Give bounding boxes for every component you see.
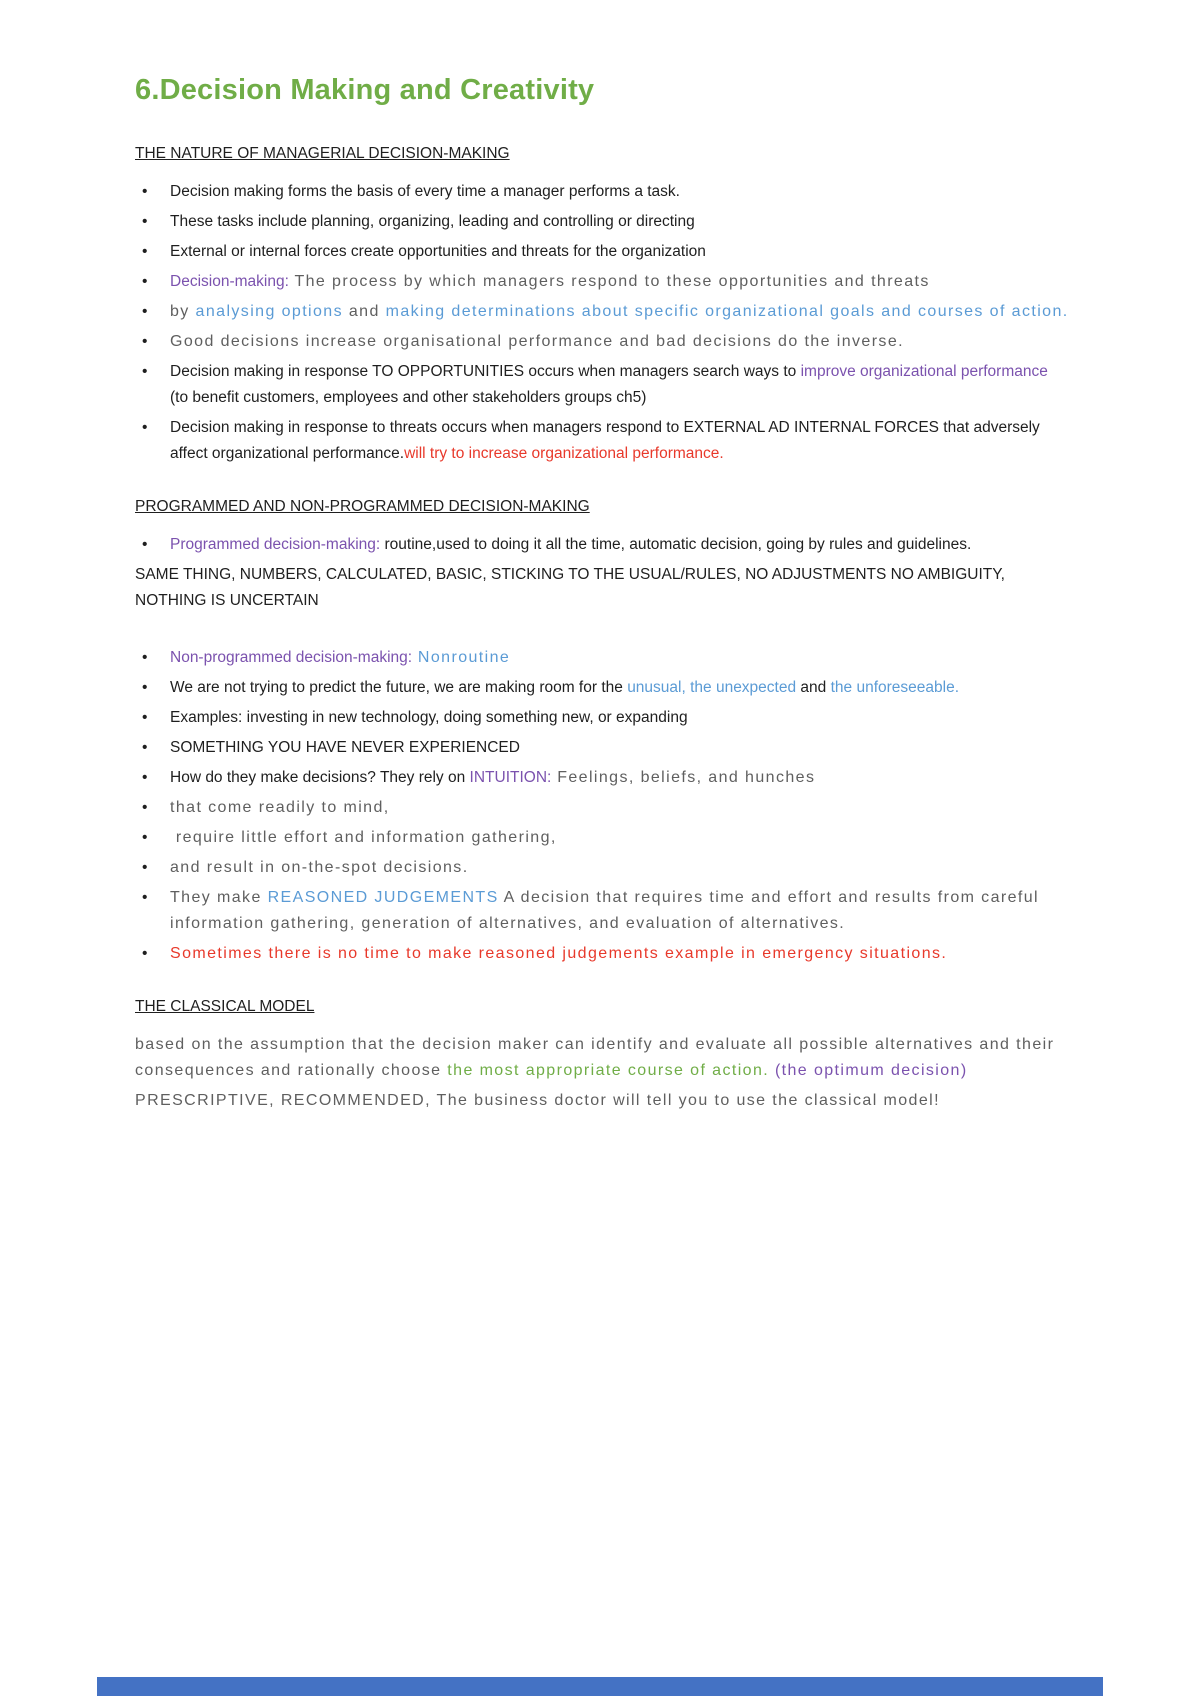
- text-run: require little effort and information gathering,: [170, 829, 557, 846]
- bullet-text: [170, 885, 1070, 937]
- text-run: Programmed decision-making:: [170, 536, 381, 553]
- text-run: improve organizational performance: [800, 363, 1048, 380]
- bullet-icon: •: [142, 536, 148, 553]
- bullet-text: [170, 179, 1070, 205]
- bullet-item: [135, 885, 1070, 937]
- bullet-item: [135, 269, 1070, 295]
- text-run: routine,used to doing it all the time, automatic decision, going by rules and guidelines.: [380, 536, 972, 553]
- bullet-icon: •: [142, 363, 148, 380]
- bullet-icon: •: [142, 709, 148, 726]
- blank-line: [135, 471, 1070, 498]
- text-run: Decision making in response TO OPPORTUNITIES occurs when managers search ways to: [170, 363, 801, 380]
- bullet-text: [170, 645, 1070, 671]
- paragraph: [135, 1088, 1070, 1114]
- bullet-icon: •: [142, 183, 148, 200]
- bullet-icon: •: [142, 829, 148, 846]
- text-run: REASONED JUDGEMENTS: [267, 889, 499, 906]
- bullet-icon: •: [142, 889, 148, 906]
- text-run: External or internal forces create opportunities and threats for the organization: [170, 243, 706, 260]
- bullet-item: [135, 329, 1070, 355]
- text-run: unusual, the unexpected: [627, 679, 797, 696]
- text-run: INTUITION:: [469, 769, 552, 786]
- footer-bar: [97, 1677, 1103, 1696]
- text-run: that come readily to mind,: [170, 799, 390, 816]
- bullet-item: [135, 795, 1070, 821]
- bullet-text: [170, 299, 1070, 325]
- text-run: making determinations about specific organizational goals and courses of action.: [385, 303, 1069, 320]
- section-heading: [135, 498, 1070, 516]
- bullet-item: [135, 359, 1070, 411]
- bullet-text: [170, 329, 1070, 355]
- document-title: 6.Decision Making and Creativity: [135, 74, 595, 106]
- text-run: Nonroutine: [412, 649, 511, 666]
- bullet-icon: •: [142, 679, 148, 696]
- paragraph: [135, 1032, 1070, 1084]
- text-run: A decision that requires time and effort and results from careful information gathering, generation of alternatives, and evaluation of alternatives.: [170, 889, 1045, 932]
- text-run: and: [343, 303, 386, 320]
- bullet-icon: •: [142, 419, 148, 436]
- section-heading: [135, 998, 1070, 1016]
- text-run: Feelings, beliefs, and hunches: [551, 769, 816, 786]
- bullet-icon: •: [142, 945, 148, 962]
- bullet-icon: •: [142, 799, 148, 816]
- text-run: and: [796, 679, 831, 696]
- bullet-item: [135, 675, 1070, 701]
- text-run: by: [170, 303, 196, 320]
- bullet-item: [135, 825, 1070, 851]
- bullet-icon: •: [142, 739, 148, 756]
- bullet-text: [170, 825, 1070, 851]
- bullet-item: [135, 645, 1070, 671]
- bullet-item: [135, 532, 1070, 558]
- bullet-text: [170, 941, 1070, 967]
- text-run: will try to increase organizational performance.: [404, 445, 724, 462]
- bullet-icon: •: [142, 333, 148, 350]
- text-run: (the optimum decision): [769, 1062, 968, 1079]
- bullet-icon: •: [142, 273, 148, 290]
- bullet-item: [135, 765, 1070, 791]
- blank-line: [135, 971, 1070, 998]
- bullet-icon: •: [142, 303, 148, 320]
- bullet-text: [170, 269, 1070, 295]
- text-run: Decision making forms the basis of every time a manager performs a task.: [170, 183, 680, 200]
- bullet-item: [135, 415, 1070, 467]
- bullet-text: [170, 209, 1070, 235]
- bullet-item: [135, 239, 1070, 265]
- text-run: the most appropriate course of action.: [447, 1062, 770, 1079]
- text-run: They make: [170, 889, 268, 906]
- bullet-text: [170, 532, 1070, 558]
- paragraph: [135, 562, 1070, 614]
- text-run: Decision making in response to threats occurs when managers respond to EXTERNAL AD INTERNAL FORCES that adversely affect organizational performance.: [170, 419, 1045, 462]
- bullet-text: [170, 415, 1070, 467]
- text-run: Non-programmed decision-making:: [170, 649, 413, 666]
- bullet-icon: •: [142, 859, 148, 876]
- text-run: PROGRAMMED AND NON-PROGRAMMED DECISION-MAKING: [135, 498, 590, 515]
- bullet-item: [135, 705, 1070, 731]
- bullet-item: [135, 855, 1070, 881]
- text-run: THE NATURE OF MANAGERIAL DECISION-MAKING: [135, 145, 510, 162]
- bullet-text: [170, 735, 1070, 761]
- text-run: (to benefit customers, employees and other stakeholders groups ch5): [170, 363, 1053, 406]
- text-run: SAME THING, NUMBERS, CALCULATED, BASIC, STICKING TO THE USUAL/RULES, NO ADJUSTMENTS NO AMBIGUITY, NOTHING IS UNCERTAIN: [135, 566, 1010, 609]
- bullet-icon: •: [142, 243, 148, 260]
- document-body: [135, 145, 1070, 1114]
- text-run: How do they make decisions? They rely on: [170, 769, 470, 786]
- bullet-text: [170, 359, 1070, 411]
- text-run: PRESCRIPTIVE, RECOMMENDED, The business doctor will tell you to use the classical model!: [135, 1092, 940, 1109]
- text-run: based on the assumption that the decision maker can identify and evaluate all possible alternatives and their consequences and rationally choose: [135, 1036, 1061, 1079]
- text-run: and result in on-the-spot decisions.: [170, 859, 469, 876]
- bullet-text: [170, 675, 1070, 701]
- bullet-icon: •: [142, 649, 148, 666]
- bullet-text: [170, 795, 1070, 821]
- text-run: SOMETHING YOU HAVE NEVER EXPERIENCED: [170, 739, 520, 756]
- text-run: These tasks include planning, organizing, leading and controlling or directing: [170, 213, 695, 230]
- bullet-text: [170, 855, 1070, 881]
- text-run: Sometimes there is no time to make reasoned judgements example in emergency situations.: [170, 945, 948, 962]
- bullet-item: [135, 179, 1070, 205]
- text-run: We are not trying to predict the future, we are making room for the: [170, 679, 628, 696]
- section-heading: [135, 145, 1070, 163]
- bullet-item: [135, 209, 1070, 235]
- bullet-icon: •: [142, 769, 148, 786]
- text-run: Good decisions increase organisational performance and bad decisions do the inverse.: [170, 333, 904, 350]
- bullet-item: [135, 941, 1070, 967]
- text-run: analysing options: [195, 303, 343, 320]
- bullet-text: [170, 765, 1070, 791]
- text-run: THE CLASSICAL MODEL: [135, 998, 315, 1015]
- bullet-item: [135, 735, 1070, 761]
- text-run: the unforeseeable.: [830, 679, 959, 696]
- text-run: The process by which managers respond to these opportunities and threats: [288, 273, 930, 290]
- blank-line: [135, 618, 1070, 645]
- bullet-item: [135, 299, 1070, 325]
- bullet-text: [170, 705, 1070, 731]
- bullet-icon: •: [142, 213, 148, 230]
- text-run: Decision-making:: [170, 273, 289, 290]
- text-run: Examples: investing in new technology, doing something new, or expanding: [170, 709, 688, 726]
- bullet-text: [170, 239, 1070, 265]
